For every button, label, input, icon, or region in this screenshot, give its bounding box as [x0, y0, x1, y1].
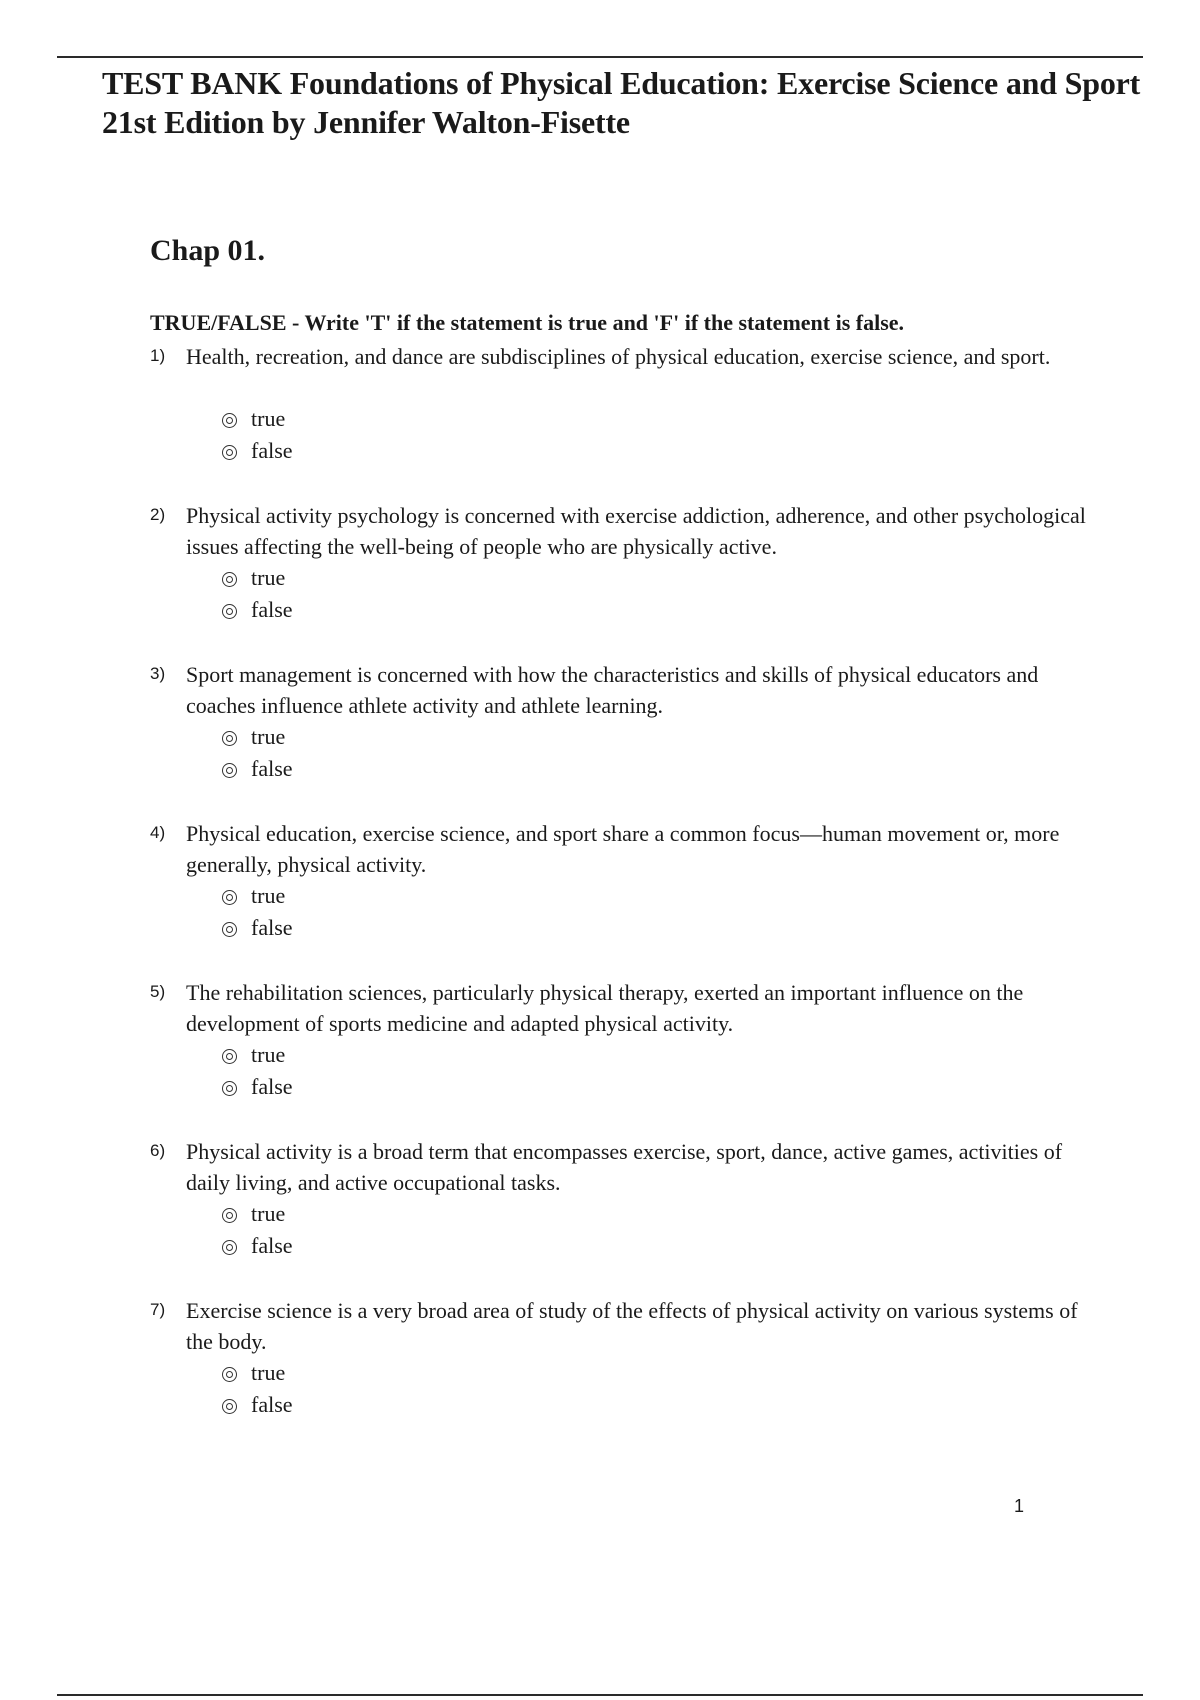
radio-icon[interactable]: [222, 572, 237, 587]
answer-option-label: true: [251, 1201, 286, 1226]
answer-options: [222, 880, 293, 944]
answer-options: [222, 1039, 293, 1103]
radio-icon[interactable]: [222, 1367, 237, 1382]
answer-option-true[interactable]: [222, 1039, 293, 1071]
question-text: Physical activity psychology is concerned with exercise addiction, adherence, and other psychological issues affecting the well-being of people who are physically active.: [186, 503, 1086, 559]
answer-option-label: false: [251, 438, 293, 463]
question-text: Exercise science is a very broad area of study of the effects of physical activity on various systems of the body.: [186, 1298, 1078, 1354]
section-instructions: TRUE/FALSE - Write 'T' if the statement is true and 'F' if the statement is false.: [150, 310, 905, 335]
answer-options: [222, 1357, 293, 1421]
question-text: Physical activity is a broad term that encompasses exercise, sport, dance, active games, activities of daily living, and active occupational tasks.: [186, 1139, 1063, 1195]
radio-icon[interactable]: [222, 1208, 237, 1223]
question-number: 3): [150, 664, 166, 683]
answer-option-false[interactable]: [222, 753, 293, 785]
question-number: 4): [150, 823, 166, 842]
answer-option-true[interactable]: [222, 1357, 293, 1389]
radio-icon[interactable]: [222, 1240, 237, 1255]
answer-option-false[interactable]: [222, 1389, 293, 1421]
question-item: [150, 659, 1100, 818]
radio-icon[interactable]: [222, 445, 237, 460]
question-text: Physical education, exercise science, and sport share a common focus—human movement or, more generally, physical activity.: [186, 821, 1060, 877]
question-text: The rehabilitation sciences, particularly physical therapy, exerted an important influence on the development of sports medicine and adapted physical activity.: [186, 980, 1024, 1036]
radio-icon[interactable]: [222, 1081, 237, 1096]
document-title-line-2: 21st Edition by Jennifer Walton-Fisette: [102, 104, 630, 140]
answer-option-label: true: [251, 1042, 286, 1067]
radio-icon[interactable]: [222, 1049, 237, 1064]
answer-option-true[interactable]: [222, 403, 293, 435]
answer-option-label: false: [251, 1392, 293, 1417]
question-text: Health, recreation, and dance are subdisciplines of physical education, exercise science, and sport.: [186, 344, 1051, 369]
question-number: 6): [150, 1141, 166, 1160]
radio-icon[interactable]: [222, 413, 237, 428]
answer-option-false[interactable]: [222, 594, 293, 626]
answer-option-label: true: [251, 883, 286, 908]
answer-options: [222, 721, 293, 785]
radio-icon[interactable]: [222, 731, 237, 746]
radio-icon[interactable]: [222, 890, 237, 905]
answer-option-label: false: [251, 915, 293, 940]
question-item: [150, 500, 1100, 659]
answer-option-true[interactable]: [222, 1198, 293, 1230]
top-divider: [57, 56, 1143, 58]
answer-option-label: true: [251, 724, 286, 749]
question-item: [150, 977, 1100, 1136]
answer-option-true[interactable]: [222, 880, 293, 912]
question-number: 7): [150, 1300, 166, 1319]
answer-options: [222, 1198, 293, 1262]
document-title-line-1: TEST BANK Foundations of Physical Education: Exercise Science and Sport: [102, 65, 1141, 101]
bottom-divider: [57, 1694, 1143, 1696]
answer-option-false[interactable]: [222, 435, 293, 467]
answer-option-label: false: [251, 1233, 293, 1258]
question-text: Sport management is concerned with how the characteristics and skills of physical educators and coaches influence athlete activity and athlete learning.: [186, 662, 1039, 718]
radio-icon[interactable]: [222, 922, 237, 937]
question-number: 1): [150, 346, 166, 365]
answer-option-label: false: [251, 756, 293, 781]
answer-options: [222, 562, 293, 626]
question-item: [150, 1295, 1100, 1454]
answer-option-label: true: [251, 406, 286, 431]
answer-option-false[interactable]: [222, 1071, 293, 1103]
question-list: [150, 341, 1100, 1454]
answer-options: [222, 403, 293, 467]
question-number: 5): [150, 982, 166, 1001]
answer-option-label: true: [251, 1360, 286, 1385]
answer-option-label: false: [251, 597, 293, 622]
answer-option-true[interactable]: [222, 721, 293, 753]
radio-icon[interactable]: [222, 763, 237, 778]
question-number: 2): [150, 505, 166, 524]
document-title: [102, 64, 1192, 142]
answer-option-label: true: [251, 565, 286, 590]
answer-option-label: false: [251, 1074, 293, 1099]
question-item: [150, 1136, 1100, 1295]
answer-option-false[interactable]: [222, 1230, 293, 1262]
radio-icon[interactable]: [222, 1399, 237, 1414]
answer-option-true[interactable]: [222, 562, 293, 594]
radio-icon[interactable]: [222, 604, 237, 619]
chapter-heading: Chap 01.: [150, 234, 266, 267]
page-number: 1: [1014, 1496, 1025, 1516]
question-item: [150, 341, 1100, 500]
answer-option-false[interactable]: [222, 912, 293, 944]
question-item: [150, 818, 1100, 977]
